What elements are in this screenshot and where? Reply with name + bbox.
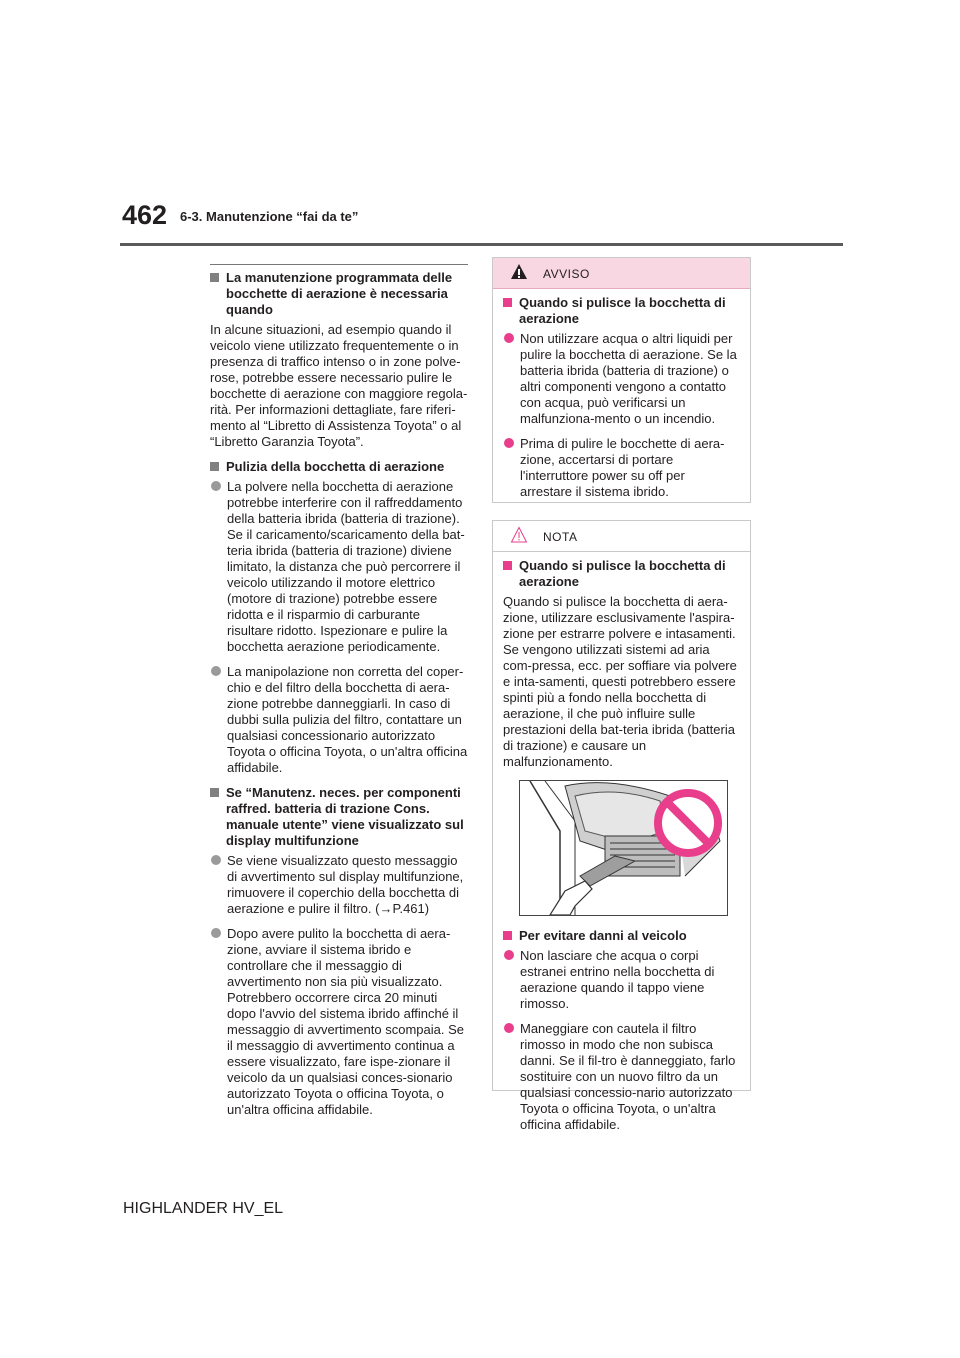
left-column [210,264,468,1127]
divider [210,264,468,265]
heading-warning-message: Se “Manutenz. neces. per componenti raffred. batteria di trazione Cons. manuale utente” viene visualizzato sul display multifunzione [210,785,468,849]
header-rule [120,243,843,246]
square-bullet-icon [503,561,512,570]
avviso-header [493,258,750,289]
square-bullet-icon [503,931,512,940]
list-item: Se viene visualizzato questo messaggio di avvertimento sul display multifunzione, rimuovere il coperchio della bocchetta di aerazione e pulire il filtro. (→P.461) [210,853,468,917]
round-bullet-icon [504,950,514,960]
square-bullet-icon [210,462,219,471]
caution-triangle-icon [510,526,528,543]
vent-illustration-icon [520,781,727,915]
nota-box [492,520,751,1132]
list-item: La manipolazione non corretta del coper-chio e del filtro della bocchetta di aera-zione potrebbe danneggiarli. In caso di dubbi sulla pulizia del filtro, contattare un qualsiasi concessionario autorizzato Toyota o officina Toyota, o un'altra officina affidabile. [210,664,468,776]
round-bullet-icon [504,1023,514,1033]
list-item: Dopo avere pulito la bocchetta di aera-zione, avviare il sistema ibrido e controllare che il messaggio di avvertimento non sia più visualizzato. Potrebbero occorrere circa 20 minuti dopo l'avvio del sistema ibrido affinché il messaggio di avvertimento scompaia. Se il messaggio di avvertimento continua a essere visualizzato, fare ispe-zionare il veicolo da un qualsiasi conces-sionario autorizzato Toyota o officina Toyota, o un'altra officina affidabile. [210,926,468,1118]
list-item: Non lasciare che acqua o corpi estranei entrino nella bocchetta di aerazione quando il tappo viene rimosso. [503,948,740,1012]
nota-title: NOTA [543,530,578,544]
vent-cleaning-illustration [519,780,728,916]
round-bullet-icon [211,928,221,938]
heading-cleaning: Pulizia della bocchetta di aerazione [210,459,468,475]
square-bullet-icon [210,273,219,282]
round-bullet-icon [211,855,221,865]
square-bullet-icon [503,298,512,307]
heading-maintenance: La manutenzione programmata delle bocchette di aerazione è necessaria quando [210,270,468,318]
footer-model: HIGHLANDER HV_EL [123,1200,284,1217]
round-bullet-icon [504,333,514,343]
list-item: Maneggiare con cautela il filtro rimosso in modo che non subisca danni. Se il fil-tro è danneggiato, farlo sostituire con un nuovo filtro da un qualsiasi concessio-nario autorizzato Toyota o officina Toyota, o un'altra officina affidabile. [503,1021,740,1133]
round-bullet-icon [211,481,221,491]
round-bullet-icon [211,666,221,676]
nota-heading: Per evitare danni al veicolo [503,928,740,944]
page-number: 462 [122,200,168,230]
section-title: 6-3. Manutenzione “fai da te” [180,209,359,224]
avviso-title: AVVISO [543,267,590,281]
avviso-heading: Quando si pulisce la bocchetta di aerazione [503,295,740,327]
list-item: Non utilizzare acqua o altri liquidi per pulire la bocchetta di aerazione. Se la batteria ibrida (batteria di trazione) o altri componenti vengono a contatto con acqua, può verificarsi un malfunziona-mento o un incendio. [503,331,740,427]
nota-heading: Quando si pulisce la bocchetta di aerazione [503,558,740,590]
paragraph: Quando si pulisce la bocchetta di aera-zione, utilizzare esclusivamente l'aspira-zione per estrarre polvere e intasamenti. Se vengono utilizzati sistemi ad aria com-pressa, ecc. per soffiare via polvere e inta-samenti, questi potrebbero essere spinti più a fondo nella bocchetta di aerazione, il che può influire sulle prestazioni della bat-teria ibrida (batteria di trazione) e causare un malfunzionamento. [503,594,737,769]
list-item: La polvere nella bocchetta di aerazione potrebbe interferire con il raffreddamento della batteria ibrida (batteria di trazione). Se il caricamento/scaricamento della bat-teria ibrida (batteria di trazione) diviene limitato, la distanza che può percorrere il veicolo utilizzando il motore elettrico (motore di trazione) potrebbe essere ridotta e il risparmio di carburante risultare ridotto. Ispezionare e pulire la bocchetta aerazione periodicamente. [210,479,468,655]
paragraph: In alcune situazioni, ad esempio quando il veicolo viene utilizzato frequentemente o in presenza di traffico intenso o in zone polve-rose, potrebbe essere necessario pulire le bocchette di aerazione con maggiore regola-rità. Per informazioni dettagliate, fare riferi-mento al “Libretto di Assistenza Toyota” o al “Libretto Garanzia Toyota”. [210,322,468,449]
warning-triangle-icon [510,263,528,280]
list-item: Prima di pulire le bocchette di aera-zione, accertarsi di portare l'interruttore power su off per arrestare il sistema ibrido. [503,436,740,500]
nota-header [493,521,750,552]
round-bullet-icon [504,438,514,448]
square-bullet-icon [210,788,219,797]
avviso-box [492,257,751,503]
